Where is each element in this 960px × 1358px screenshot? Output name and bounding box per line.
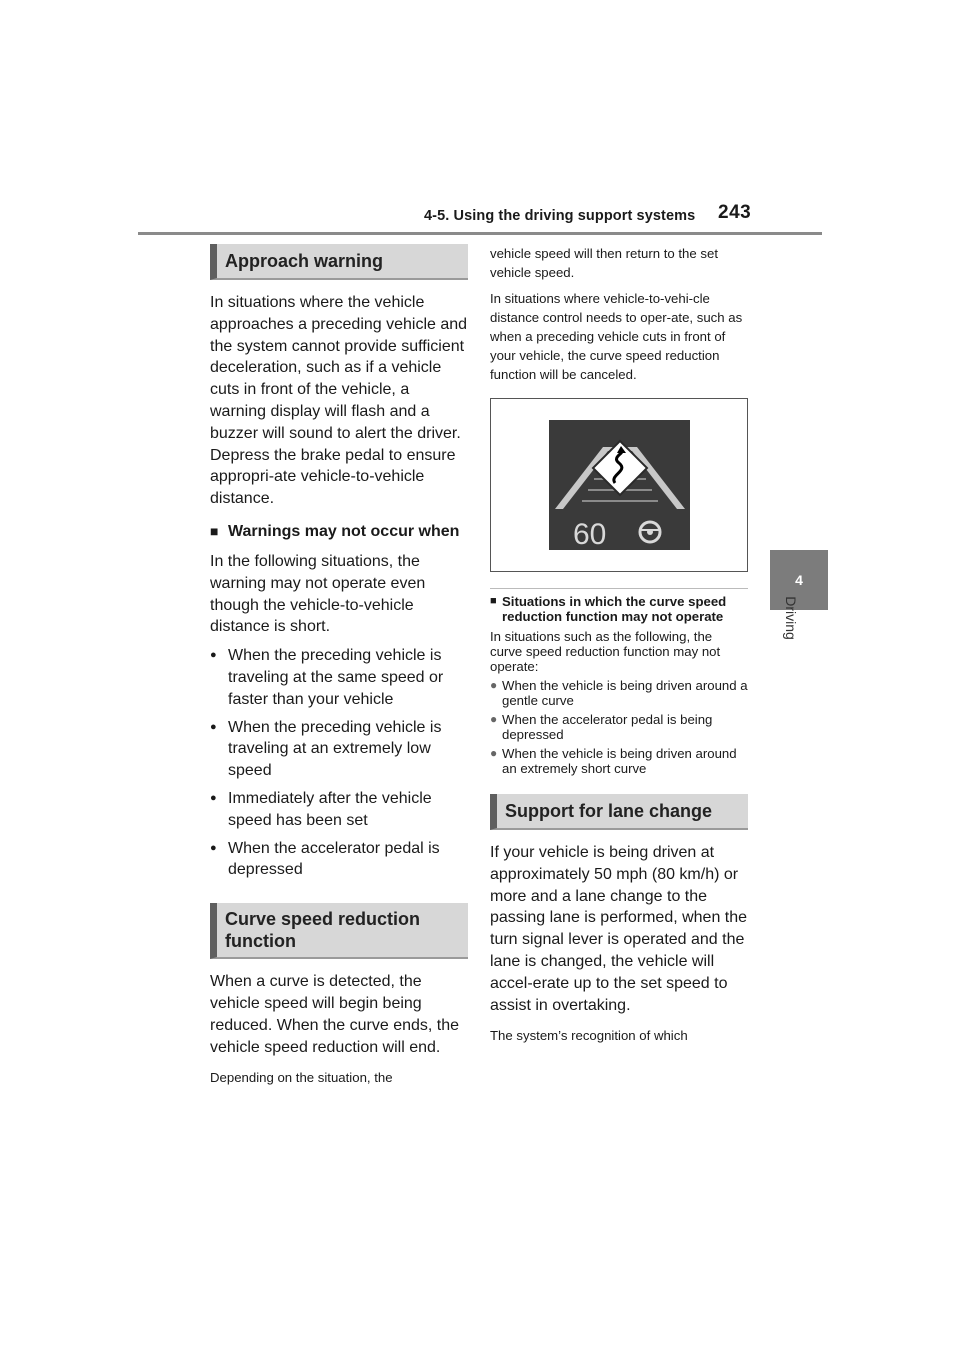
warnings-list [210,645,468,881]
display-speed: 60 [573,518,607,551]
section-title: 4-5. Using the driving support systems [424,208,696,224]
curve-situations-list [490,678,748,776]
list-item: ● When the accelerator pedal is depressed [210,838,468,882]
chapter-tab-number: 4 [770,550,828,610]
list-item: ● When the vehicle is being driven around a gentle curve [490,678,748,708]
curve-speed-figure [490,398,748,572]
bullet-icon: ● [210,841,217,854]
warnings-intro: In the following situations, the warning may not operate even though the vehicle-to-vehicle distance is short. [210,552,426,636]
lane-change-body: If your vehicle is being driven at approximately 50 mph (80 km/h) or more and a lane change to the passing lane is performed, when the turn signal lever is operated and the lane is changed, the vehicle will accel-erate up to the set speed to assist in overtaking. [490,844,748,1014]
approach-warning-body: In situations where the vehicle approaches a preceding vehicle and the system cannot provide sufficient deceleration, such as if a vehicle cuts in front of the vehicle, a warning display will flash and a buzzer will sound to alert the driver. Depress the brake pedal to ensure appropri-ate vehicle-to-vehicle distance. [210,294,468,508]
curve-situations-intro: In situations such as the following, the curve speed reduction function may not operate: [490,629,721,674]
square-bullet-icon: ■ [490,595,497,607]
approach-warning-heading: Approach warning [210,244,468,280]
list-item: ● When the preceding vehicle is traveling at an extremely low speed [210,717,468,782]
list-item: ● When the vehicle is being driven around an extremely short curve [490,746,737,776]
curve-speed-note-cont: vehicle speed will then return to the set vehicle speed. [490,246,718,280]
curve-speed-note-start: Depending on the situation, the [210,1070,393,1086]
warnings-subheading-text: Warnings may not occur when [228,522,460,540]
left-column [210,244,468,1087]
curve-situations-subheading-text: Situations in which the curve speed reduction function may not operate [502,594,727,624]
curve-speed-display-illustration [491,399,747,571]
list-item: ● Immediately after the vehicle speed has been set [210,788,468,832]
square-bullet-icon: ■ [210,522,219,539]
curve-speed-heading: Curve speed reduction function [210,903,468,959]
curve-situations-subheading [490,594,748,624]
header-divider [138,232,822,235]
lane-change-heading: Support for lane change [490,794,748,830]
right-column [490,244,748,1045]
curve-speed-body: When a curve is detected, the vehicle speed will begin being reduced. When the curve ends, the vehicle speed reduction will end. [210,973,460,1056]
bullet-icon: ● [210,649,217,662]
bullet-icon: ● [490,712,498,726]
page-number: 243 [718,202,752,223]
warnings-subheading [210,521,468,542]
lane-change-note: The system’s recognition of which [490,1028,688,1044]
bullet-icon: ● [490,746,498,760]
bullet-icon: ● [210,791,217,804]
curve-speed-note2: In situations where vehicle-to-vehi-cle distance control needs to oper-ate, such as when a preceding vehicle cuts in front of your vehicle, the curve speed reduction function will be canceled. [490,291,743,382]
bullet-icon: ● [210,720,217,733]
list-item: ● When the accelerator pedal is being depressed [490,712,713,742]
bullet-icon: ● [490,678,498,692]
chapter-tab-label: Driving [783,596,799,640]
figure-divider [490,588,748,589]
list-item: ● When the preceding vehicle is traveling at the same speed or faster than your vehicle [210,645,468,710]
